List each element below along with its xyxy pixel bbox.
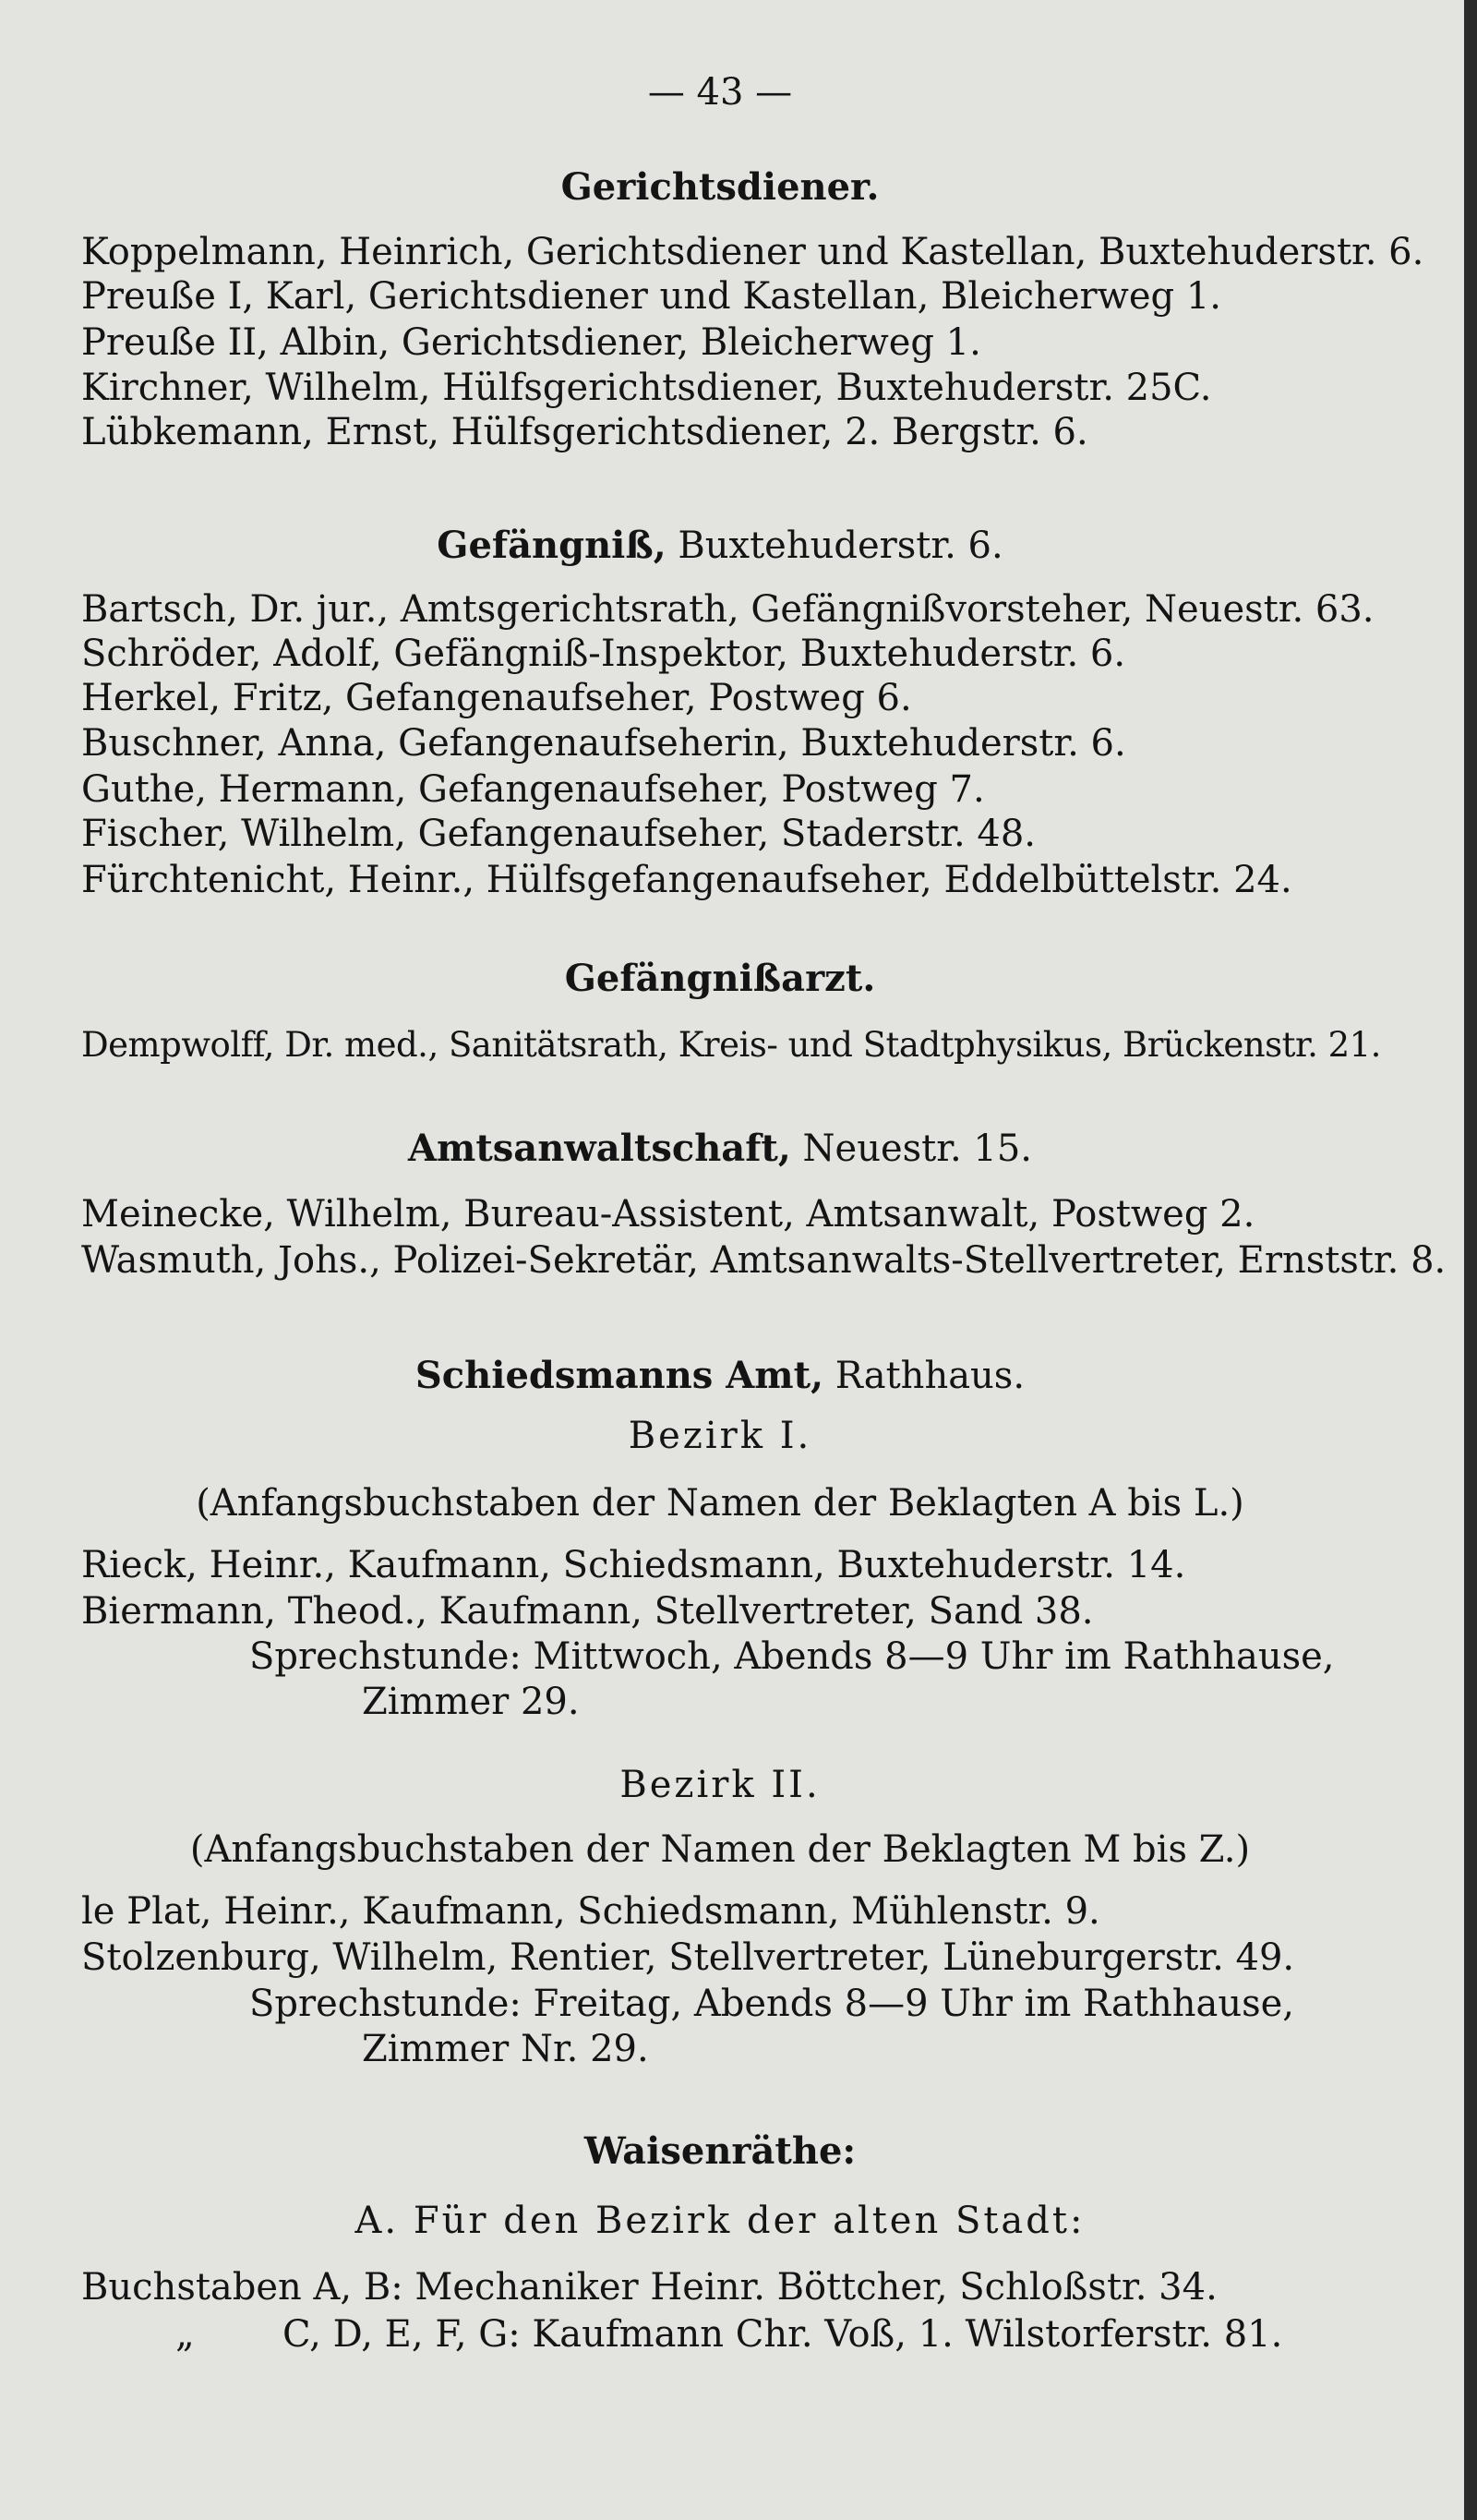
waisenraethe-line-1: Buchstaben A, B: Mechaniker Heinr. Böttcher, Schloßstr. 34. bbox=[81, 2266, 1218, 2309]
waisenraethe-sub: A. Für den Bezirk der alten Stadt: bbox=[354, 2200, 1086, 2242]
heading-amtsanwaltschaft: Amtsanwaltschaft, bbox=[407, 1127, 791, 1170]
waisenraethe-line-2: C, D, E, F, G: Kaufmann Chr. Voß, 1. Wilstorferstr. 81. bbox=[282, 2313, 1283, 2356]
entry-gefaengniss-4: Buschner, Anna, Gefangenaufseherin, Buxtehuderstr. 6. bbox=[81, 722, 1126, 765]
bezirk-1-title: Bezirk I. bbox=[628, 1415, 812, 1457]
entry-gerichtsdiener-2: Preuße I, Karl, Gerichtsdiener und Kastellan, Bleicherweg 1. bbox=[81, 275, 1221, 318]
heading-gefaengnissarzt: Gefängnißarzt. bbox=[564, 957, 876, 1000]
heading-gefaengniss-line bbox=[0, 523, 1440, 569]
entry-gefaengniss-2: Schröder, Adolf, Gefängniß-Inspektor, Buxtehuderstr. 6. bbox=[81, 633, 1126, 675]
amtsanwaltschaft-address: Neuestr. 15. bbox=[802, 1127, 1033, 1170]
entry-gefaengniss-6: Fischer, Wilhelm, Gefangenaufseher, Staderstr. 48. bbox=[81, 813, 1037, 855]
gefaengniss-address: Buxtehuderstr. 6. bbox=[678, 524, 1003, 567]
bezirk-1-hours: Sprechstunde: Mittwoch, Abends 8—9 Uhr im Rathhause, bbox=[249, 1635, 1335, 1678]
bezirk-2-note: (Anfangsbuchstaben der Namen der Beklagten M bis Z.) bbox=[189, 1828, 1251, 1871]
heading-gerichtsdiener: Gerichtsdiener. bbox=[560, 165, 880, 209]
entry-bezirk-1-1: Rieck, Heinr., Kaufmann, Schiedsmann, Buxtehuderstr. 14. bbox=[81, 1544, 1186, 1586]
bezirk-2-room: Zimmer Nr. 29. bbox=[362, 2028, 649, 2070]
entry-amtsanwaltschaft-2: Wasmuth, Johs., Polizei-Sekretär, Amtsanwalts-Stellvertreter, Ernststr. 8. bbox=[81, 1239, 1447, 1282]
entry-gerichtsdiener-4: Kirchner, Wilhelm, Hülfsgerichtsdiener, Buxtehuderstr. 25C. bbox=[81, 367, 1212, 409]
entry-bezirk-1-2: Biermann, Theod., Kaufmann, Stellvertreter, Sand 38. bbox=[81, 1590, 1094, 1633]
bezirk-1-note: (Anfangsbuchstaben der Namen der Beklagten A bis L.) bbox=[196, 1482, 1244, 1525]
entry-bezirk-2-1: le Plat, Heinr., Kaufmann, Schiedsmann, Mühlenstr. 9. bbox=[81, 1890, 1100, 1933]
entry-bezirk-2-2: Stolzenburg, Wilhelm, Rentier, Stellvertreter, Lüneburgerstr. 49. bbox=[81, 1936, 1295, 1979]
entry-gerichtsdiener-5: Lübkemann, Ernst, Hülfsgerichtsdiener, 2. Bergstr. 6. bbox=[81, 411, 1088, 453]
heading-amtsanwaltschaft-line bbox=[0, 1126, 1440, 1172]
entry-gerichtsdiener-1: Koppelmann, Heinrich, Gerichtsdiener und Kastellan, Buxtehuderstr. 6. bbox=[81, 231, 1424, 273]
ditto-mark: „ bbox=[175, 2313, 195, 2356]
entry-gefaengniss-3: Herkel, Fritz, Gefangenaufseher, Postweg 6. bbox=[81, 677, 912, 719]
entry-amtsanwaltschaft-1: Meinecke, Wilhelm, Bureau-Assistent, Amtsanwalt, Postweg 2. bbox=[81, 1193, 1255, 1236]
heading-schiedsmann-line bbox=[0, 1353, 1440, 1399]
entry-gefaengniss-5: Guthe, Hermann, Gefangenaufseher, Postweg 7. bbox=[81, 768, 985, 811]
schiedsmann-address: Rathhaus. bbox=[835, 1355, 1026, 1397]
bezirk-1-room: Zimmer 29. bbox=[362, 1681, 580, 1723]
entry-gerichtsdiener-3: Preuße II, Albin, Gerichtsdiener, Bleicherweg 1. bbox=[81, 321, 981, 364]
bezirk-2-title: Bezirk II. bbox=[619, 1764, 821, 1806]
bezirk-2-hours: Sprechstunde: Freitag, Abends 8—9 Uhr im Rathhause, bbox=[249, 1983, 1294, 2025]
heading-gefaengniss: Gefängniß, bbox=[437, 524, 666, 567]
page-number: — 43 — bbox=[647, 71, 793, 114]
entry-gefaengniss-1: Bartsch, Dr. jur., Amtsgerichtsrath, Gefängnißvorsteher, Neuestr. 63. bbox=[81, 588, 1375, 631]
heading-waisenraethe: Waisenräthe: bbox=[583, 2129, 857, 2173]
entry-gefaengnissarzt-1: Dempwolff, Dr. med., Sanitätsrath, Kreis- und Stadtphysikus, Brückenstr. 21. bbox=[81, 1025, 1381, 1065]
heading-schiedsmann: Schiedsmanns Amt, bbox=[414, 1354, 823, 1397]
entry-gefaengniss-7: Fürchtenicht, Heinr., Hülfsgefangenaufseher, Eddelbüttelstr. 24. bbox=[81, 859, 1292, 901]
